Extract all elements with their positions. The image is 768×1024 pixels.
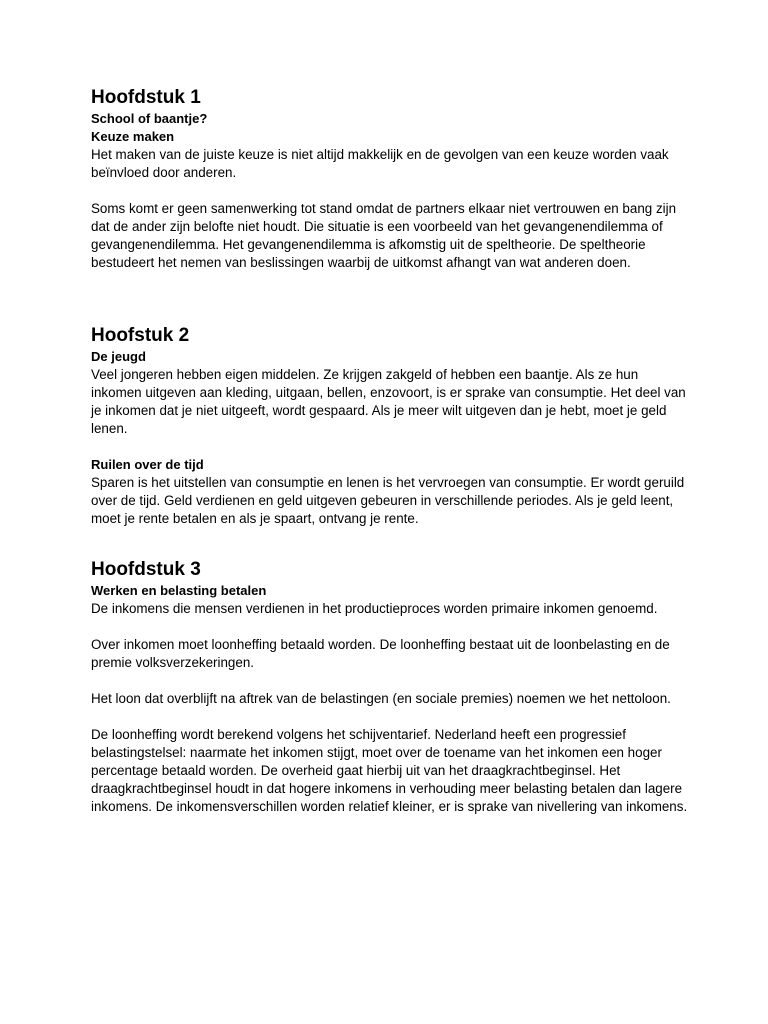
chapter-title: Hoofdstuk 1 bbox=[91, 87, 201, 108]
chapter-2 bbox=[91, 324, 691, 528]
chapter-title: Hoofstuk 2 bbox=[91, 325, 190, 346]
chapter-1 bbox=[91, 86, 691, 272]
paragraph: De loonheffing wordt berekend volgens het schijventarief. Nederland heeft een progressief belastingstelsel: naarmate het inkomen stijgt, moet over de toename van het inkomen een hoger percentage betaald worden. De overheid gaat hierbij uit van het draagkrachtbeginsel. Het draagkrachtbeginsel houdt in dat hogere inkomens in verhouding meer belasting betalen dan lagere inkomens. De inkomensverschillen worden relatief kleiner, er is sprake van nivellering van inkomens. bbox=[91, 727, 688, 814]
paragraph: Sparen is het uitstellen van consumptie en lenen is het vervroegen van consumptie. Er wordt geruild over de tijd. Geld verdienen en geld uitgeven gebeuren in verschillende periodes. Als je geld leent, moet je rente betalen en als je spaart, ontvang je rente. bbox=[91, 475, 685, 526]
section-subtitle: School of baantje? bbox=[91, 111, 208, 126]
section-subtitle: Ruilen over de tijd bbox=[91, 457, 204, 472]
paragraph: Het loon dat overblijft na aftrek van de belastingen (en sociale premies) noemen we het nettoloon. bbox=[91, 691, 671, 706]
paragraph: Over inkomen moet loonheffing betaald worden. De loonheffing bestaat uit de loonbelasting en de premie volksverzekeringen. bbox=[91, 637, 670, 670]
section-subtitle: Werken en belasting betalen bbox=[91, 583, 267, 598]
paragraph: De inkomens die mensen verdienen in het productieproces worden primaire inkomen genoemd. bbox=[91, 601, 658, 616]
section-subtitle: Keuze maken bbox=[91, 129, 175, 144]
paragraph: Veel jongeren hebben eigen middelen. Ze krijgen zakgeld of hebben een baantje. Als ze hun inkomen uitgeven aan kleding, uitgaan, bellen, enzovoort, is er sprake van consumptie. Het deel van je inkomen dat je niet uitgeeft, wordt gespaard. Als je meer wilt uitgeven dan je hebt, moet je geld lenen. bbox=[91, 367, 686, 436]
paragraph: Soms komt er geen samenwerking tot stand omdat de partners elkaar niet vertrouwen en bang zijn dat de ander zijn belofte niet houdt. Die situatie is een voorbeeld van het gevangenendilemma of gevangenendilemma. Het gevangenendilemma is afkomstig uit de speltheorie. De speltheorie bestudeert het nemen van beslissingen waarbij de uitkomst afhangt van wat anderen doen. bbox=[91, 201, 677, 270]
paragraph: Het maken van de juiste keuze is niet altijd makkelijk en de gevolgen van een keuze worden vaak beïnvloed door anderen. bbox=[91, 147, 669, 180]
chapter-3 bbox=[91, 558, 691, 816]
chapter-title: Hoofdstuk 3 bbox=[91, 559, 201, 580]
section-subtitle: De jeugd bbox=[91, 349, 146, 364]
